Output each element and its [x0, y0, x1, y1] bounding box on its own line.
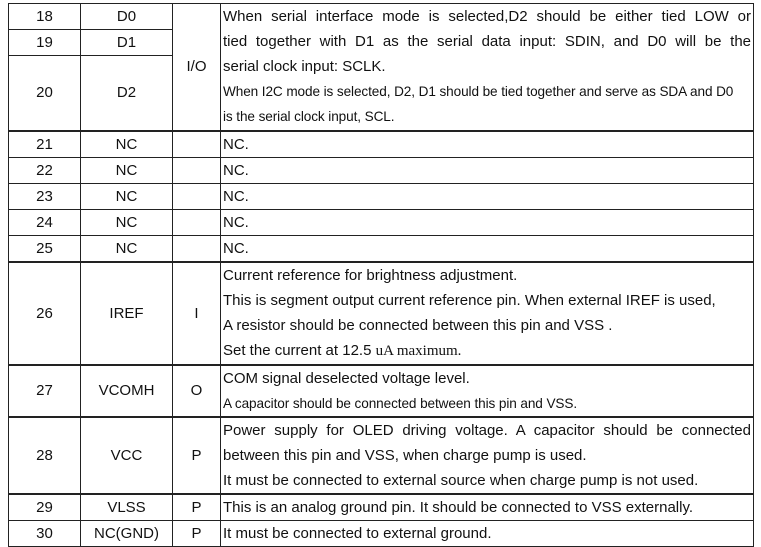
pin-description [221, 365, 754, 417]
table-row [9, 209, 754, 235]
description-line: tied together with D1 as the serial data input: SDIN, and D0 will be the [223, 33, 751, 51]
pin-name: VCC [81, 417, 173, 494]
description-line: When serial interface mode is selected,D2 should be either tied LOW or [223, 8, 751, 26]
pin-io-type: P [173, 494, 221, 521]
pin-description [221, 417, 754, 494]
pin-name: NC [81, 183, 173, 209]
description-line: serial clock input: SCLK. [223, 58, 386, 76]
table-row [9, 4, 754, 30]
pin-io-type: O [173, 365, 221, 417]
pin-name: VCOMH [81, 365, 173, 417]
table-row [9, 183, 754, 209]
table-row [9, 520, 754, 546]
pin-io-type [173, 209, 221, 235]
pin-io-type [173, 235, 221, 262]
pin-number: 20 [9, 56, 81, 131]
pin-io-type: I/O [173, 4, 221, 131]
pin-number: 23 [9, 183, 81, 209]
pin-number: 24 [9, 209, 81, 235]
pin-name: D2 [81, 56, 173, 131]
pin-number: 28 [9, 417, 81, 494]
pin-io-type [173, 183, 221, 209]
description-line: between this pin and VSS, when charge pump is used. [223, 446, 587, 464]
pin-name: IREF [81, 262, 173, 365]
table-row [9, 365, 754, 417]
pin-description [221, 4, 754, 131]
pin-description: It must be connected to external ground. [221, 520, 754, 546]
table-row [9, 262, 754, 365]
pin-description: NC. [221, 183, 754, 209]
description-line: This is segment output current reference pin. When external IREF is used, [223, 291, 716, 309]
pin-number: 25 [9, 235, 81, 262]
pin-number: 30 [9, 520, 81, 546]
table-row [9, 157, 754, 183]
pin-name: D0 [81, 4, 173, 30]
pin-description: This is an analog ground pin. It should be connected to VSS externally. [221, 494, 754, 521]
pin-number: 29 [9, 494, 81, 521]
description-line: is the serial clock input, SCL. [223, 109, 395, 125]
description-line: When I2C mode is selected, D2, D1 should be tied together and serve as SDA and D0 [223, 84, 734, 100]
pin-number: 27 [9, 365, 81, 417]
pin-io-type: P [173, 417, 221, 494]
description-line: It must be connected to external source when charge pump is not used. [223, 471, 699, 489]
description-line: A resistor should be connected between this pin and VSS . [223, 316, 613, 334]
pin-io-type: P [173, 520, 221, 546]
table-row [9, 131, 754, 158]
pin-name: NC [81, 235, 173, 262]
pin-io-type: I [173, 262, 221, 365]
pin-name: NC [81, 209, 173, 235]
pin-description: NC. [221, 157, 754, 183]
pin-name: NC [81, 157, 173, 183]
table-row [9, 417, 754, 494]
table-row [9, 235, 754, 262]
description-line: COM signal deselected voltage level. [223, 369, 470, 387]
pin-description: NC. [221, 209, 754, 235]
pin-number: 18 [9, 4, 81, 30]
pin-number: 19 [9, 30, 81, 56]
pin-number: 26 [9, 262, 81, 365]
pin-io-type [173, 131, 221, 158]
description-line: Power supply for OLED driving voltage. A capacitor should be connected [223, 421, 751, 439]
pin-io-type [173, 157, 221, 183]
pin-number: 21 [9, 131, 81, 158]
pin-description-table [8, 3, 754, 547]
description-line: Current reference for brightness adjustment. [223, 266, 518, 284]
pin-description: NC. [221, 131, 754, 158]
description-line: Set the current at 12.5 uA maximum. [223, 341, 462, 359]
description-line: A capacitor should be connected between this pin and VSS. [223, 395, 578, 411]
pin-name: NC(GND) [81, 520, 173, 546]
pin-description [221, 262, 754, 365]
table-row [9, 494, 754, 521]
pin-name: NC [81, 131, 173, 158]
pin-name: VLSS [81, 494, 173, 521]
pin-name: D1 [81, 30, 173, 56]
pin-number: 22 [9, 157, 81, 183]
pin-description: NC. [221, 235, 754, 262]
